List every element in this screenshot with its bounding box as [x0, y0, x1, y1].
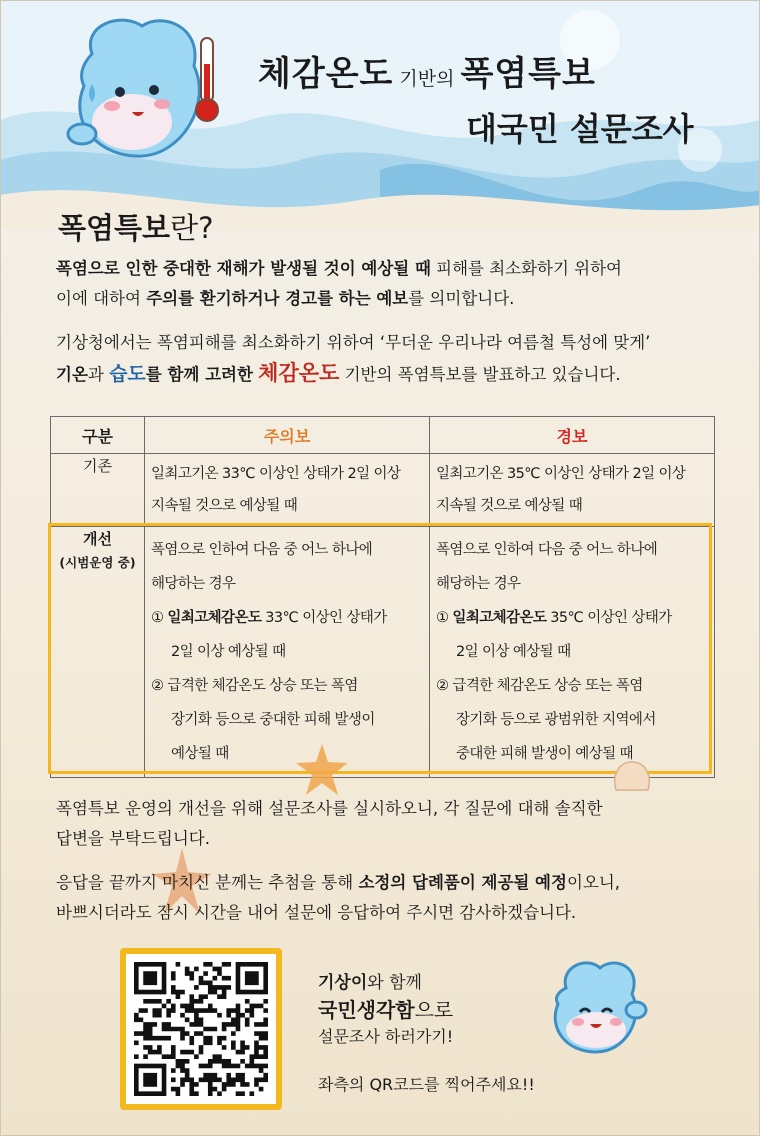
cta-line-2: [318, 994, 453, 1023]
criteria-table: [50, 416, 715, 778]
improved-warn-line: 폭염으로 인하여 다음 중 어느 하나에: [436, 542, 658, 558]
kma-feels-like: 체감온도: [258, 361, 340, 385]
reward-paragraph: [56, 868, 620, 928]
improved-warn-cell: [430, 527, 715, 778]
improved-warn-line: 35℃ 이상인 상태가: [546, 610, 672, 626]
qr-code[interactable]: [120, 948, 282, 1110]
improved-watch-line: 2일 이상 예상될 때: [171, 644, 286, 660]
improved-watch-line: 폭염으로 인하여 다음 중 어느 하나에: [151, 542, 373, 558]
mascot-character: [62, 14, 232, 174]
improved-label: 개선: [83, 530, 112, 548]
thermometer-icon: [190, 34, 224, 126]
kma-temp: 기온: [56, 365, 88, 384]
improved-warn-line: 해당하는 경우: [436, 576, 521, 592]
qr-code-pattern: [134, 962, 268, 1096]
section-heading: [58, 206, 213, 247]
starfish-icon: [294, 742, 350, 798]
table-header-row: [51, 417, 715, 454]
heading-bold: 폭염특보: [58, 211, 171, 245]
kma-text-1: 기상청에서는 폭염피해를 최소화하기 위하여 ‘무더운 우리나라 여름철 특성에 맞게’: [56, 333, 651, 352]
existing-warn-line: 지속될 것으로 예상될 때: [436, 498, 583, 514]
mascot-character: [544, 958, 652, 1058]
survey-text-2: 답변을 부탁드립니다.: [56, 829, 210, 848]
kma-text-2: 기반의 폭염특보를 발표하고 있습니다.: [339, 365, 621, 384]
shell-icon: [612, 760, 652, 794]
definition-text-2: 이에 대하여: [56, 289, 147, 308]
improved-watch-line: 해당하는 경우: [151, 576, 236, 592]
improved-watch-term: 일최고체감온도: [167, 610, 262, 626]
table-header-category: 구분: [51, 417, 145, 454]
table-row-improved: [51, 527, 715, 778]
improved-warn-line: ② 급격한 체감온도 상승 또는 폭염: [436, 678, 643, 694]
improved-watch-line: 33℃ 이상인 상태가: [261, 610, 387, 626]
improved-sublabel: (시범운영 중): [59, 555, 136, 570]
existing-warn-cell: [430, 454, 715, 527]
kma-humidity: 습도: [109, 363, 146, 385]
cta-line-1: [318, 968, 422, 993]
existing-warn-line: 일최고기온 35℃ 이상인 상태가 2일 이상: [436, 466, 686, 482]
cta-link[interactable]: 설문조사 하러가기!: [318, 1027, 454, 1046]
title-part-2: 기반의: [399, 68, 455, 90]
reward-text-1: 응답을 끝까지 마치신 분께는 추첨을 통해: [56, 873, 359, 892]
improved-warn-num: ①: [436, 610, 453, 626]
definition-text-1: 피해를 최소화하기 위하여: [430, 259, 623, 278]
improved-watch-num: ①: [151, 610, 168, 626]
kma-paragraph: [56, 328, 650, 390]
improved-warn-term: 일최고체감온도: [452, 610, 547, 626]
existing-watch-cell: [145, 454, 430, 527]
cta-scan-instruction: 좌측의 QR코드를 찍어주세요!!: [318, 1075, 535, 1094]
title-part-1: 체감온도: [258, 54, 394, 94]
page-title: [258, 46, 718, 95]
improved-warn-line: 중대한 피해 발생이 예상될 때: [456, 746, 633, 762]
cta-platform: 국민생각함: [318, 998, 415, 1022]
improved-watch-line: 장기화 등으로 중대한 피해 발생이: [171, 712, 375, 728]
survey-text-1: 폭염특보 운영의 개선을 위해 설문조사를 실시하오니, 각 질문에 대해 솔직한: [56, 799, 603, 818]
table-header-warning: 경보: [430, 417, 715, 454]
improved-watch-line: ② 급격한 체감온도 상승 또는 폭염: [151, 678, 358, 694]
reward-bold: 소정의 답례품이 제공될 예정: [358, 873, 567, 892]
row-label-existing: 기존: [51, 454, 145, 527]
cta-with: 와 함께: [367, 973, 422, 993]
reward-text-3: 바쁘시더라도 잠시 시간을 내어 설문에 응답하여 주시면 감사하겠습니다.: [56, 903, 577, 922]
page-subtitle: 대국민 설문조사: [466, 110, 694, 148]
existing-watch-line: 지속될 것으로 예상될 때: [151, 498, 298, 514]
kma-and: 과: [87, 365, 110, 384]
definition-text-3: 를 의미합니다.: [408, 289, 515, 308]
reward-text-2: 이오니,: [566, 873, 621, 892]
survey-paragraph: [56, 794, 603, 854]
cta-mascot-name: 기상이: [318, 973, 368, 993]
table-row-existing: [51, 454, 715, 527]
improved-watch-line: 예상될 때: [171, 746, 229, 762]
definition-paragraph: [56, 254, 622, 314]
improved-watch-cell: [145, 527, 430, 778]
existing-watch-line: 일최고기온 33℃ 이상인 상태가 2일 이상: [151, 466, 401, 482]
row-label-improved: [51, 527, 145, 778]
definition-bold-1: 폭염으로 인한 중대한 재해가 발생될 것이 예상될 때: [56, 259, 431, 278]
definition-bold-2: 주의를 환기하거나 경고를 하는 예보: [146, 289, 409, 308]
heading-suffix: 란?: [170, 211, 214, 245]
cta-to: 으로: [414, 998, 454, 1022]
improved-warn-line: 장기화 등으로 광범위한 지역에서: [456, 712, 656, 728]
table-header-watch: 주의보: [145, 417, 430, 454]
kma-consider: 를 함께 고려한: [145, 365, 253, 384]
improved-warn-line: 2일 이상 예상될 때: [456, 644, 571, 660]
title-part-3: 폭염특보: [460, 54, 596, 94]
